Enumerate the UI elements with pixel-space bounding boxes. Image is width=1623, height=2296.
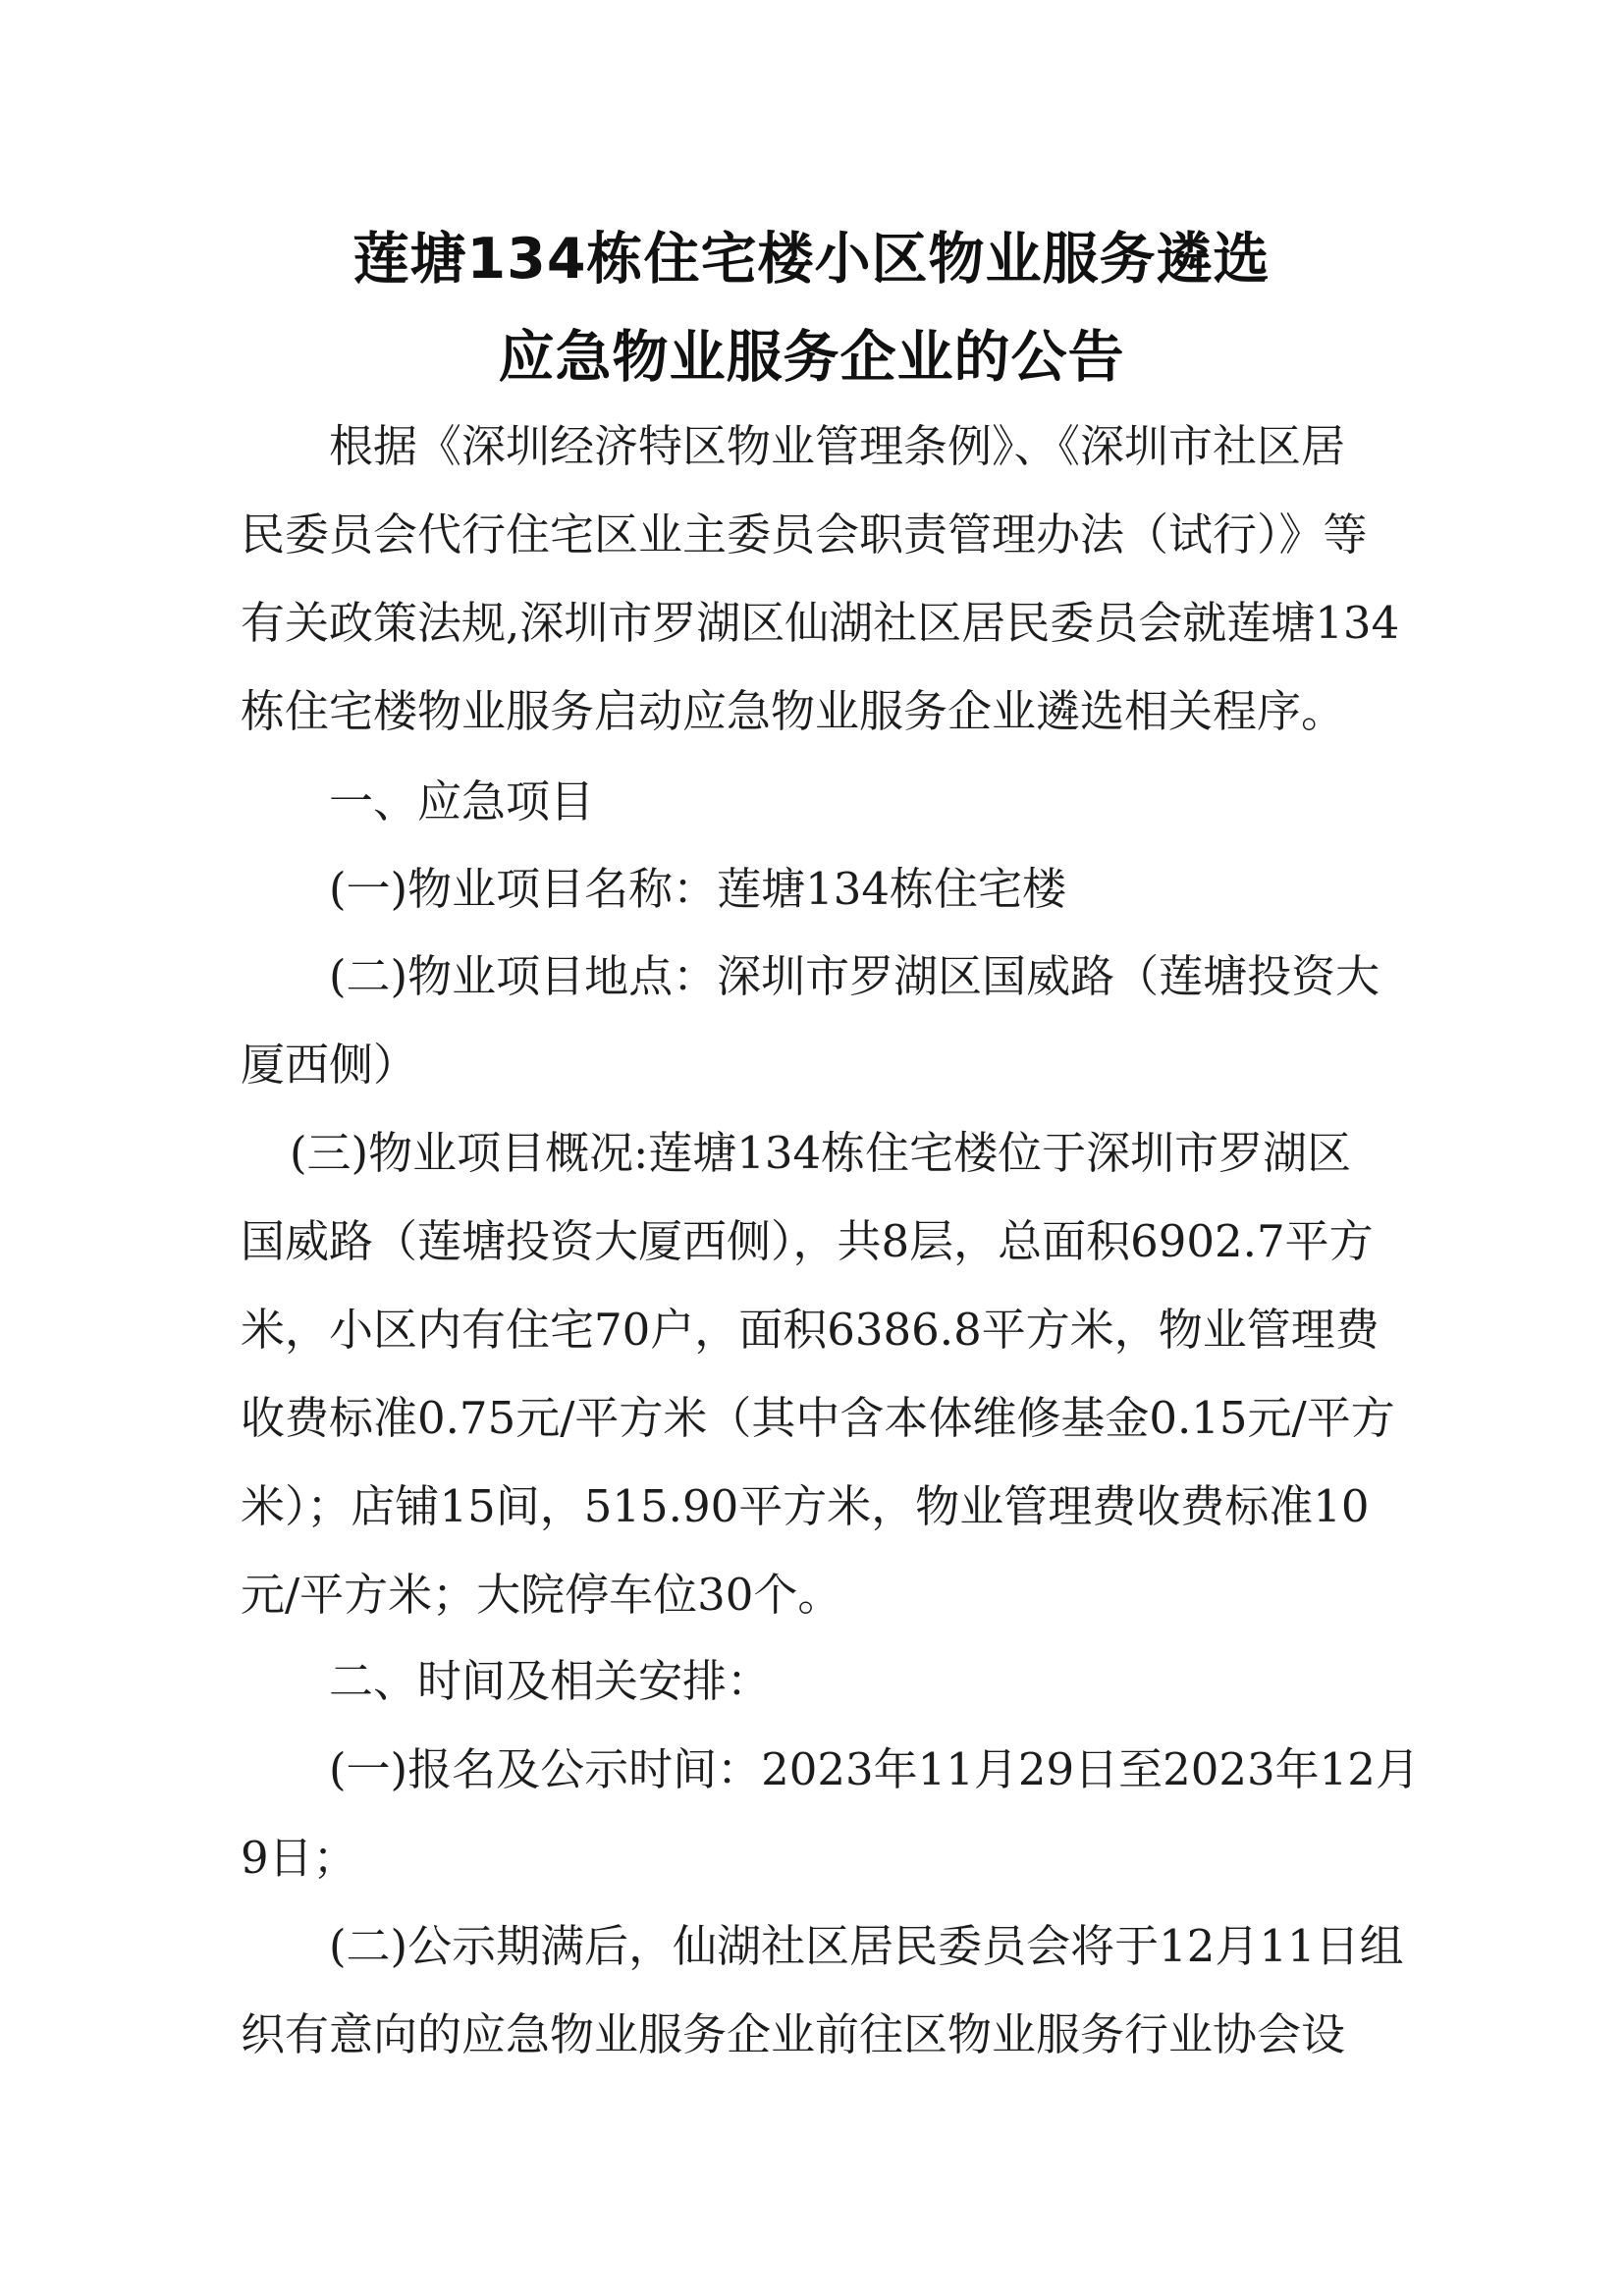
project-overview-line-2: 国威路（莲塘投资大厦西侧），共8层，总面积6902.7平方 xyxy=(241,1215,1374,1267)
project-overview-line-4: 收费标准0.75元/平方米（其中含本体维修基金0.15元/平方 xyxy=(241,1392,1395,1444)
after-publicity-line-2: 织有意向的应急物业服务企业前往区物业服务行业协会设 xyxy=(241,2008,1346,2060)
registration-time-line-2: 9日； xyxy=(241,1832,357,1884)
project-overview-line-3: 米，小区内有住宅70户，面积6386.8平方米，物业管理费 xyxy=(241,1304,1380,1356)
project-name-line: (一)物业项目名称：莲塘134栋住宅楼 xyxy=(329,863,1067,915)
project-location-line-1: (二)物业项目地点：深圳市罗湖区国威路（莲塘投资大 xyxy=(329,950,1380,1002)
body-line-2: 民委员会代行住宅区业主委员会职责管理办法（试行）》等 xyxy=(241,508,1368,561)
after-publicity-line-1: (二)公示期满后，仙湖社区居民委员会将于12月11日组 xyxy=(329,1920,1404,1972)
project-overview-line-6: 元/平方米；大院停车位30个。 xyxy=(241,1569,842,1621)
project-overview-line-5: 米）；店铺15间，515.90平方米，物业管理费收费标准10 xyxy=(241,1480,1370,1532)
project-overview-line-1: (三)物业项目概况:莲塘134栋住宅楼位于深圳市罗湖区 xyxy=(290,1127,1352,1179)
body-line-1: 根据《深圳经济特区物业管理条例》、《深圳市社区居 xyxy=(329,420,1346,472)
document-title-line-1: 莲塘134栋住宅楼小区物业服务遴选 xyxy=(352,227,1271,292)
section-heading-schedule: 二、时间及相关安排： xyxy=(329,1655,772,1707)
registration-time-line-1: (一)报名及公示时间：2023年11月29日至2023年12月 xyxy=(329,1743,1420,1795)
section-heading-emergency-project: 一、应急项目 xyxy=(329,775,595,828)
body-line-3: 有关政策法规,深圳市罗湖区仙湖社区居民委员会就莲塘134 xyxy=(241,597,1400,649)
document-title-line-2: 应急物业服务企业的公告 xyxy=(498,325,1125,390)
body-line-4: 栋住宅楼物业服务启动应急物业服务企业遴选相关程序。 xyxy=(241,685,1346,737)
project-location-line-2: 厦西侧） xyxy=(241,1039,418,1091)
